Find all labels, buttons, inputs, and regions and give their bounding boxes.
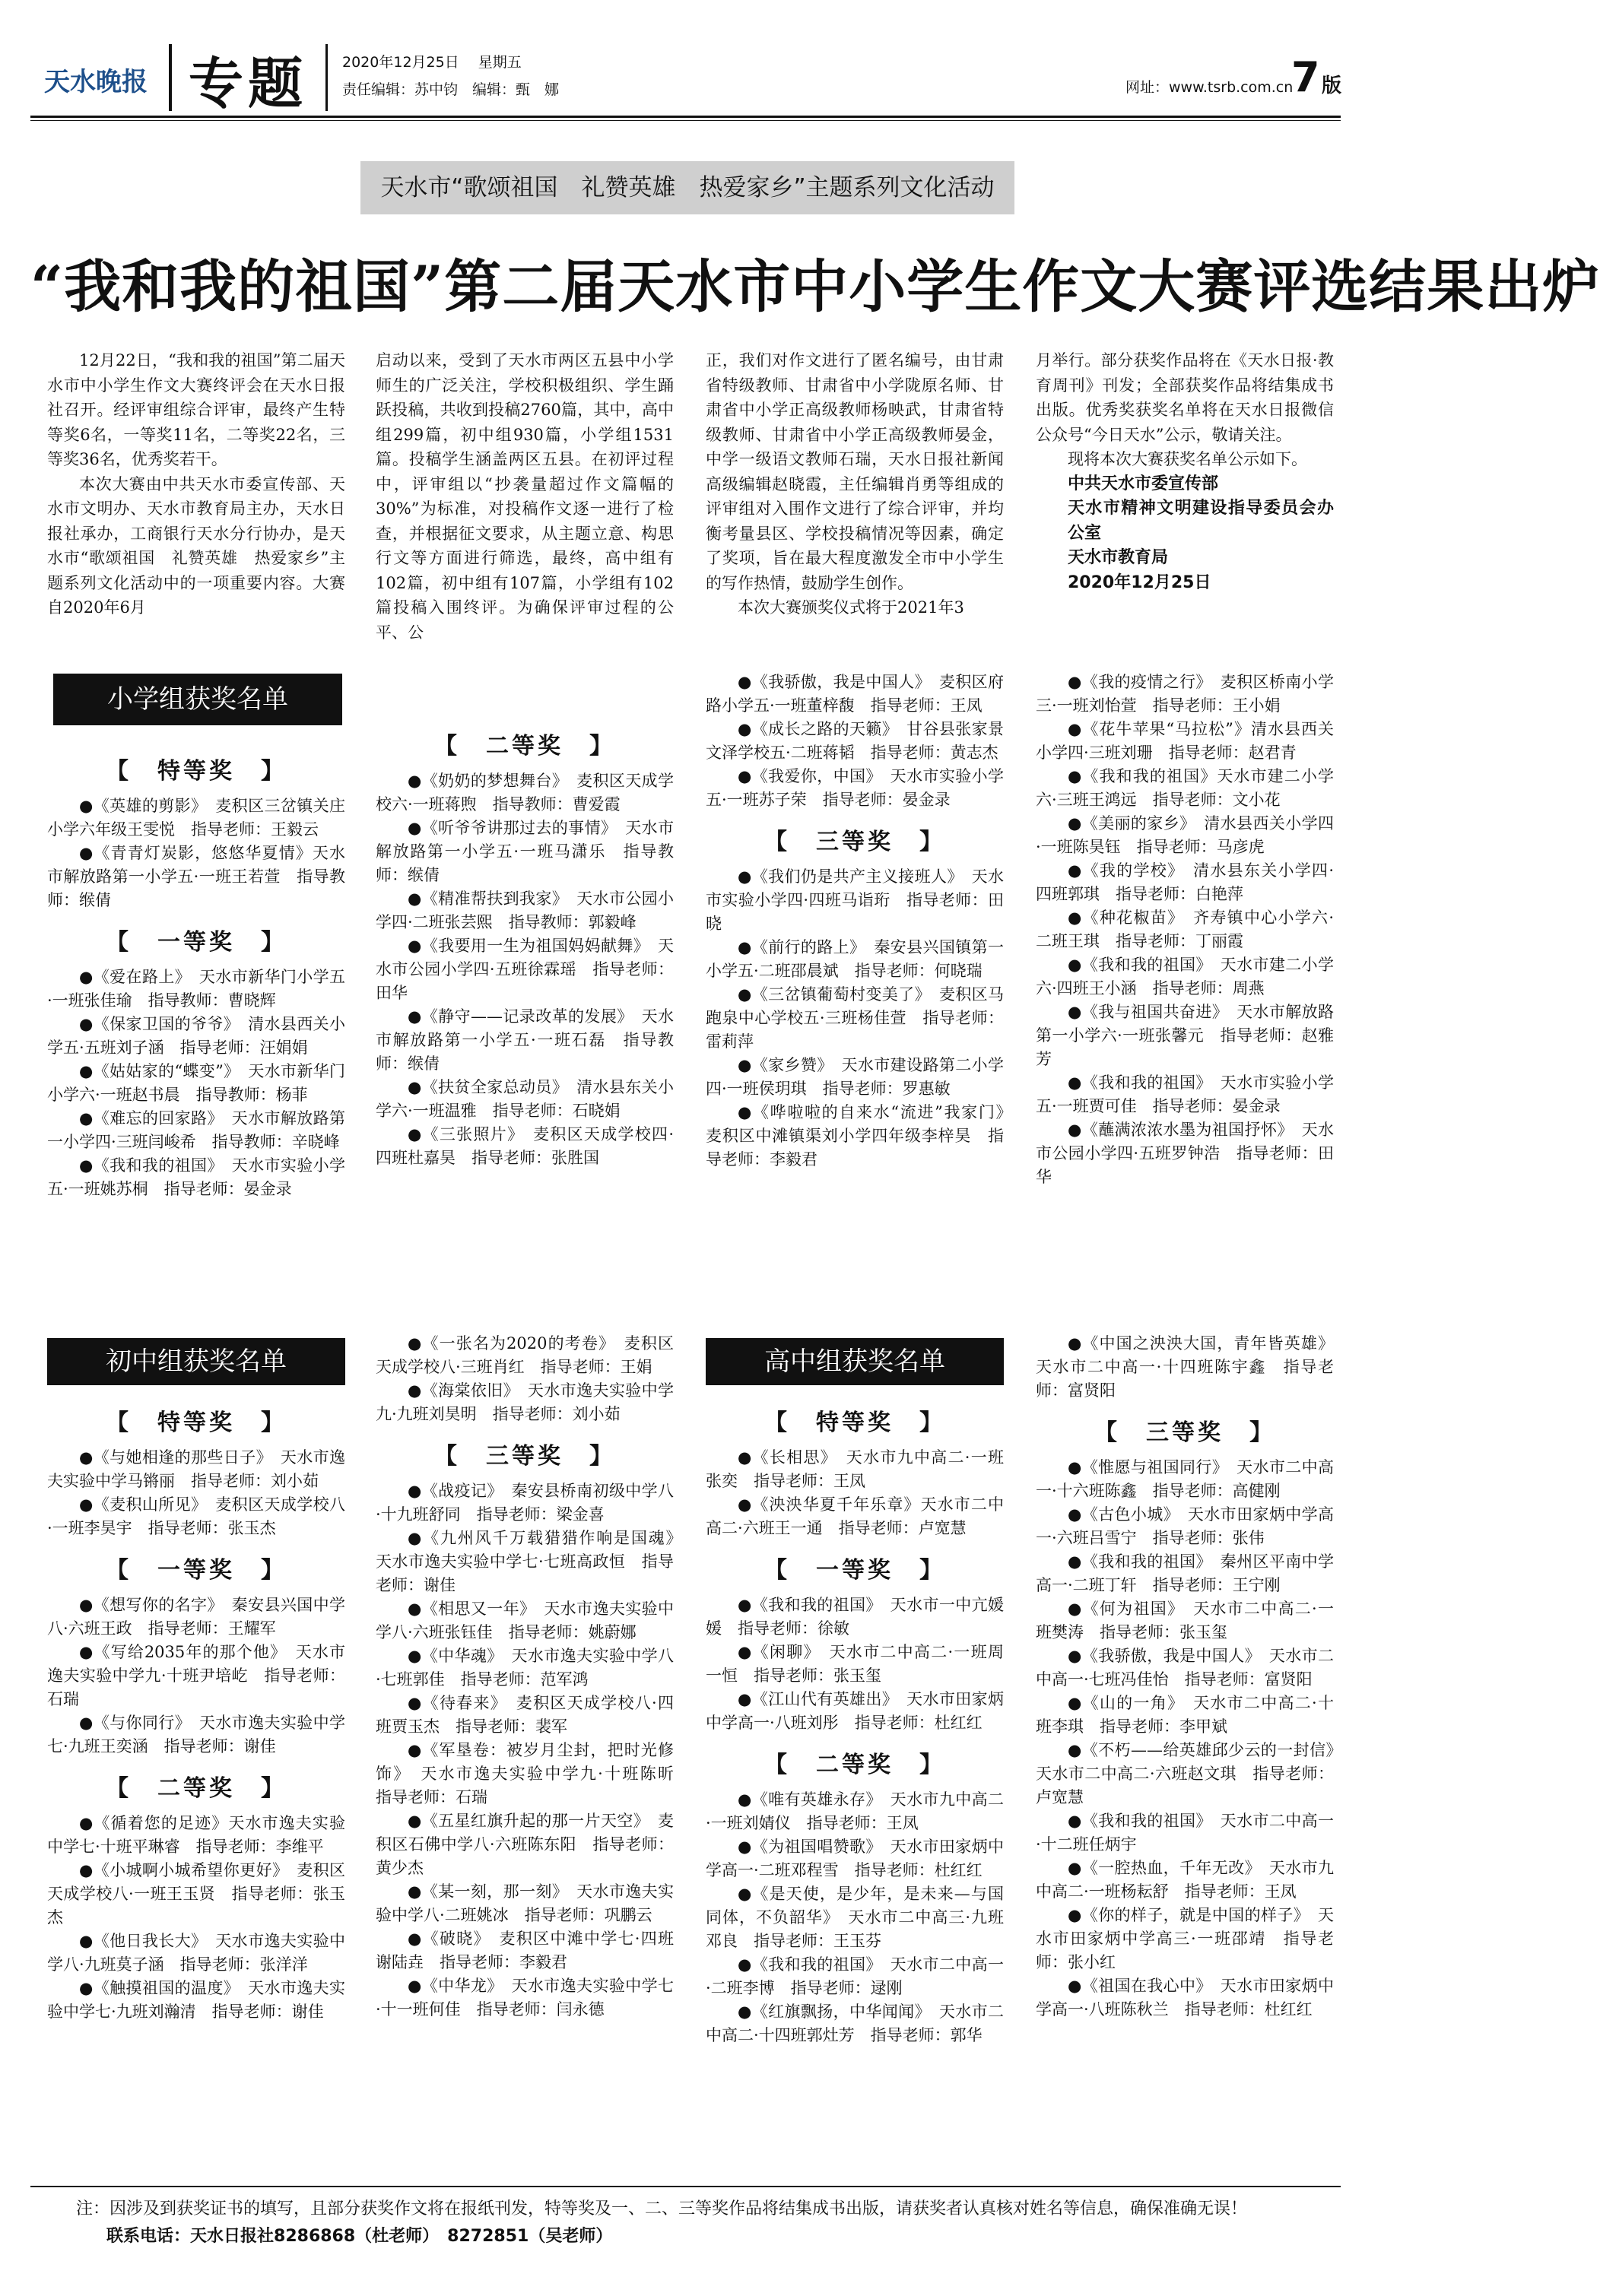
award-entry: ●《我要用一生为祖国妈妈献舞》 天水市公园小学四·五班徐霖瑶 指导老师：田华 xyxy=(376,937,674,1002)
award-entry: ●《中华魂》 天水市逸夫实验中学八·七班郭佳 指导老师：范军鸿 xyxy=(376,1647,674,1689)
award-entry: ●《是天使，是少年，是未来—与国同体，不负韶华》 天水市二中高三·九班邓良 指导老师：王玉芬 xyxy=(706,1885,1004,1950)
award-entry: ●《循着您的足迹》天水市逸夫实验中学七·十班平琳睿 指导老师：李维平 xyxy=(47,1814,345,1856)
event-banner: 天水市“歌颂祖国 礼赞英雄 热爱家乡”主题系列文化活动 xyxy=(360,161,1014,214)
award-entry: ●《青青灯炭影，悠悠华夏情》天水市解放路第一小学五·一班王若萱 指导教师：缑倩 xyxy=(47,844,345,909)
award-entry: ●《姑姑家的“蝶变”》 天水市新华门小学六·一班赵书晨 指导教师：杨菲 xyxy=(47,1062,345,1104)
award-entry: ●《家乡赞》 天水市建设路第二小学四·一班侯玥琪 指导老师：罗惠敏 xyxy=(706,1056,1004,1098)
award-entry: ●《泱泱华夏千年乐章》天水市二中高二·六班王一通 指导老师：卢宽慧 xyxy=(706,1495,1004,1537)
award-entry: ●《九州风千万载猎猎作响是国魂》 天水市逸夫实验中学七·七班高政恒 指导老师：谢佳 xyxy=(376,1529,690,1594)
website: 网址：www.tsrb.com.cn xyxy=(1125,79,1294,96)
primary-col-4 xyxy=(1036,671,1334,1189)
junior-col-2 xyxy=(376,1332,690,2022)
award-entry: ●《哗啦啦的自来水“流进”我家门》 麦积区中滩镇渠刘小学四年级李梓昊 指导老师：李毅君 xyxy=(706,1103,1020,1169)
award-entry: ●《不朽——给英雄邱少云的一封信》 天水市二中高二·六班赵文琪 指导老师：卢宽慧 xyxy=(1036,1741,1350,1806)
award-entry: ●《三张照片》 麦积区天成学校四·四班杜嘉昊 指导老师：张胜国 xyxy=(376,1125,674,1167)
award-entry: ●《惟愿与祖国同行》 天水市二中高一·十六班陈鑫 指导老师：高健刚 xyxy=(1036,1458,1334,1500)
signer: 天水市精神文明建设指导委员会办公室 xyxy=(1068,499,1334,543)
section-title: 专题 xyxy=(189,51,308,116)
contact-label: 联系电话： xyxy=(106,2227,191,2246)
signer: 天水市教育局 xyxy=(1068,548,1169,567)
award-entry: ●《扶贫全家总动员》 清水县东关小学六·一班温雅 指导老师：石晓娟 xyxy=(376,1078,674,1120)
junior-title-bar: 初中组获奖名单 xyxy=(47,1338,345,1385)
award-entry: ●《我和我的祖国》 天水市一中亢媛媛 指导老师：徐敏 xyxy=(706,1596,1004,1638)
award-entry: ●《麦积山所见》 麦积区天成学校八·一班李昊宇 指导老师：张玉杰 xyxy=(47,1495,345,1537)
signer-date: 2020年12月25日 xyxy=(1068,572,1211,592)
award-entry: ●《我的学校》 清水县东关小学四·四班郭琪 指导老师：白艳萍 xyxy=(1036,861,1334,903)
paper-name: 天水晚报 xyxy=(44,67,148,97)
award-entry: ●《美丽的家乡》 清水县西关小学四·一班陈昊钰 指导老师：马彦虎 xyxy=(1036,814,1334,856)
award-entry: ●《我骄傲，我是中国人》 天水市二中高一·七班冯佳怡 指导老师：富贤阳 xyxy=(1036,1647,1334,1689)
award-entry: ●《写给2035年的那个他》 天水市逸夫实验中学九·十班尹培屹 指导老师：石瑞 xyxy=(47,1643,345,1708)
signers xyxy=(1036,472,1334,596)
award-entry: ●《想写你的名字》 秦安县兴国中学八·六班王政 指导老师：王耀军 xyxy=(47,1596,345,1638)
award-entry: ●《江山代有英雄出》 天水市田家炳中学高一·八班刘彤 指导老师：杜红红 xyxy=(706,1690,1004,1732)
masthead-divider xyxy=(169,44,172,111)
article-paragraph: 现将本次大赛获奖名单公示如下。 xyxy=(1068,450,1307,468)
award-entry: ●《唯有英雄永存》 天水市九中高二·一班刘婧仪 指导老师：王凤 xyxy=(706,1790,1004,1832)
page-number: 7 xyxy=(1291,53,1320,101)
primary-col-1 xyxy=(47,741,345,1201)
award-entry: ●《小城啊小城希望你更好》 麦积区天成学校八·一班王玉贤 指导老师：张玉杰 xyxy=(47,1861,345,1927)
senior-col-1 xyxy=(706,1393,1004,2047)
award-entry: ●《战疫记》 秦安县桥南初级中学八·十九班舒同 指导老师：梁金喜 xyxy=(376,1482,674,1524)
senior-title-bar: 高中组获奖名单 xyxy=(706,1338,1004,1385)
article-paragraph: 本次大赛颁奖仪式将于2021年3 xyxy=(738,598,964,617)
award-entry: ●《种花椒苗》 齐寿镇中心小学六·二班王琪 指导老师：丁丽霞 xyxy=(1036,909,1334,950)
footer-notice: 注：因涉及到获奖证书的填写，且部分获奖作文将在报纸刊发，特等奖及一、二、三等奖作品将结集成书出版，请获奖者认真核对姓名等信息，确保准确无误！ xyxy=(76,2199,1248,2218)
award-entry: ●《难忘的回家路》 天水市解放路第一小学四·三班闫峻希 指导教师：辛晓峰 xyxy=(47,1109,345,1151)
award-entry: ●《前行的路上》 秦安县兴国镇第一小学五·二班邵晨斌 指导老师：何晓瑞 xyxy=(706,938,1004,980)
contact-line xyxy=(30,2223,1341,2250)
award-heading: 【 二等奖 】 xyxy=(764,1752,945,1778)
award-heading: 【 特等奖 】 xyxy=(106,758,287,785)
award-heading: 【 三等奖 】 xyxy=(1094,1419,1275,1446)
article-paragraph: 启动以来，受到了天水市两区五县中小学师生的广泛关注，学校积极组织、学生踊跃投稿，共收到投稿2760篇，其中，高中组299篇，初中组930篇，小学组1531篇。投稿学生涵盖两区五县。在初评过程中，评审组以“抄袭量超过作文篇幅的30%”为标准，对投稿作文逐一进行了检查，并根据征文要求，从主题立意、构思行文等方面进行筛选，最终，高中组有102篇，初中组有107篇，小学组有102篇投稿入围终评。为确保评审过程的公平、公 xyxy=(376,351,674,642)
award-entry: ●《你的样子，就是中国的样子》 天水市田家炳中学高三·一班邵靖 指导老师：张小红 xyxy=(1036,1906,1334,1971)
award-heading: 【 一等奖 】 xyxy=(106,929,287,956)
award-entry: ●《古色小城》 天水市田家炳中学高一·六班吕雪宁 指导老师：张伟 xyxy=(1036,1505,1334,1547)
award-entry: ●《爱在路上》 天水市新华门小学五·一班张佳瑜 指导教师：曹晓辉 xyxy=(47,968,345,1010)
footer-note xyxy=(30,2196,1341,2250)
header-rule xyxy=(30,116,1341,118)
footer-rule xyxy=(30,2186,1341,2187)
page-suffix: 版 xyxy=(1322,75,1342,97)
headline: “我和我的祖国”第二届天水市中小学生作文大赛评选结果出炉 xyxy=(30,253,1600,320)
award-heading: 【 二等奖 】 xyxy=(106,1775,287,1802)
award-entry: ●《我骄傲，我是中国人》 麦积区府路小学五·一班董梓馥 指导老师：王凤 xyxy=(706,673,1004,715)
intro-col-3 xyxy=(706,348,1004,620)
award-entry: ●《我和我的祖国》 天水市二中高一·十二班任炳宇 xyxy=(1036,1812,1334,1854)
junior-col-1 xyxy=(47,1393,345,2024)
masthead-info xyxy=(342,49,559,103)
award-entry: ●《山的一角》 天水市二中高二·十班李琪 指导老师：李甲斌 xyxy=(1036,1694,1334,1736)
award-entry: ●《海棠依旧》 天水市逸夫实验中学九·九班刘昊明 指导老师：刘小茹 xyxy=(376,1381,674,1423)
award-entry: ●《为祖国唱赞歌》 天水市田家炳中学高一·二班邓程雪 指导老师：杜红红 xyxy=(706,1838,1004,1879)
article-paragraph: 12月22日，“我和我的祖国”第二届天水市中小学生作文大赛终评会在天水日报社召开。经评审组综合评审，最终产生特等奖6名，一等奖11名，二等奖22名，三等奖36名，优秀奖若干。 xyxy=(47,351,345,468)
senior-col-2 xyxy=(1036,1332,1350,2022)
award-entry: ●《我的疫情之行》 麦积区桥南小学三·一班刘怡萱 指导老师：王小娟 xyxy=(1036,673,1334,715)
award-entry: ●《中国之泱泱大国，青年皆英雄》天水市二中高一·十四班陈宇鑫 指导老师：富贤阳 xyxy=(1036,1334,1334,1400)
award-entry: ●《奶奶的梦想舞台》 麦积区天成学校六·一班蒋煦 指导教师：曹爱霞 xyxy=(376,772,674,813)
intro-col-4 xyxy=(1036,348,1334,595)
award-entry: ●《保家卫国的爷爷》 清水县西关小学五·五班刘子涵 指导老师：汪娟娟 xyxy=(47,1015,345,1057)
award-entry: ●《我和我的祖国》 天水市二中高一·二班李博 指导老师：逯刚 xyxy=(706,1955,1004,1997)
award-heading: 【 二等奖 】 xyxy=(434,733,615,760)
award-entry: ●《五星红旗升起的那一片天空》 麦积区石佛中学八·六班陈东阳 指导老师：黄少杰 xyxy=(376,1812,674,1877)
award-entry: ●《触摸祖国的温度》 天水市逸夫实验中学七·九班刘瀚清 指导老师：谢佳 xyxy=(47,1979,345,2021)
award-entry: ●《我和我的祖国》 天水市实验小学五·一班姚苏桐 指导老师：晏金录 xyxy=(47,1156,345,1198)
article-paragraph: 本次大赛由中共天水市委宣传部、天水市文明办、天水市教育局主办，天水日报社承办，工商银行天水分行协办，是天水市“歌颂祖国 礼赞英雄 热爱家乡”主题系列文化活动中的一项重要内容。大赛自2020年6月 xyxy=(47,474,345,617)
award-heading: 【 三等奖 】 xyxy=(434,1443,615,1470)
award-entry: ●《待春来》 麦积区天成学校八·四班贾玉杰 指导老师：裴军 xyxy=(376,1694,674,1736)
primary-title-bar: 小学组获奖名单 xyxy=(53,674,342,725)
award-entry: ●《我与祖国共奋进》 天水市解放路第一小学六·一班张馨元 指导老师：赵雅芳 xyxy=(1036,1003,1334,1068)
intro-col-1 xyxy=(47,348,345,620)
award-entry: ●《精准帮扶到我家》 天水市公园小学四·二班张芸熙 指导教师：郭毅峰 xyxy=(376,890,674,931)
header-rule xyxy=(30,120,1341,121)
masthead-divider xyxy=(325,44,328,111)
award-entry: ●《长相思》 天水市九中高二·一班张奕 指导老师：王凤 xyxy=(706,1448,1004,1490)
intro-col-2 xyxy=(376,348,674,645)
award-entry: ●《我和我的祖国》 秦州区平南中学高一·二班丁轩 指导老师：王宁刚 xyxy=(1036,1552,1334,1594)
award-entry: ●《一腔热血，千年无改》 天水市九中高二·一班杨耘舒 指导老师：王凤 xyxy=(1036,1859,1334,1901)
award-entry: ●《英雄的剪影》 麦积区三岔镇关庄小学六年级王雯悦 指导老师：王毅云 xyxy=(47,797,345,839)
award-entry: ●《祖国在我心中》 天水市田家炳中学高一·八班陈秋兰 指导老师：杜红红 xyxy=(1036,1977,1334,2019)
award-entry: ●《与你同行》 天水市逸夫实验中学七·九班王奕涵 指导老师：谢佳 xyxy=(47,1714,345,1755)
editor-line: 责任编辑：苏中钧 编辑：甄 娜 xyxy=(342,81,560,98)
article-paragraph: 正，我们对作文进行了匿名编号，由甘肃省特级教师、甘肃省中小学陇原名师、甘肃省中小学正高级教师杨映武，甘肃省特级教师、甘肃省中小学正高级教师晏金，中学一级语文教师石瑞，天水日报社新闻高级编辑赵晓霞，主任编辑肖勇等组成的评审组对入围作文进行了综合评审，并均衡考量县区、学校投稿情况等因素，确定了奖项，旨在最大程度激发全市中小学生的写作热情，鼓励学生创作。 xyxy=(706,351,1004,592)
award-entry: ●《蘸满浓浓水墨为祖国抒怀》 天水市公园小学四·五班罗钟浩 指导老师：田华 xyxy=(1036,1121,1334,1186)
award-entry: ●《一张名为2020的考卷》 麦积区天成学校八·三班肖红 指导老师：王娟 xyxy=(376,1334,674,1376)
date-line: 2020年12月25日 星期五 xyxy=(342,54,522,71)
award-entry: ●《破晓》 麦积区中滩中学七·四班谢陆垚 指导老师：李毅君 xyxy=(376,1930,674,1971)
award-entry: ●《红旗飘扬，中华闻闻》 天水市二中高二·十四班郭灶芳 指导老师：郭华 xyxy=(706,2003,1004,2044)
article-paragraph: 月举行。部分获奖作品将在《天水日报·教育周刊》刊发；全部获奖作品将结集成书出版。优秀奖获奖名单将在天水日报微信公众号“今日天水”公示，敬请关注。 xyxy=(1036,351,1334,444)
award-entry: ●《我们仍是共产主义接班人》 天水市实验小学四·四班马诣珩 指导老师：田晓 xyxy=(706,867,1004,933)
award-entry: ●《何为祖国》 天水市二中高二·一班樊涛 指导老师：张玉玺 xyxy=(1036,1600,1334,1641)
award-entry: ●《我和我的祖国》天水市建二小学六·三班王鸿远 指导老师：文小花 xyxy=(1036,767,1334,809)
award-heading: 【 特等奖 】 xyxy=(764,1410,945,1436)
award-entry: ●《相思又一年》 天水市逸夫实验中学八·六班张钰佳 指导老师：姚蔚娜 xyxy=(376,1600,674,1641)
primary-col-3 xyxy=(706,671,1020,1172)
award-heading: 【 一等奖 】 xyxy=(764,1557,945,1584)
award-entry: ●《闲聊》 天水市二中高二·一班周一恒 指导老师：张玉玺 xyxy=(706,1643,1004,1685)
award-entry: ●《他日我长大》 天水市逸夫实验中学八·九班莫子涵 指导老师：张洋洋 xyxy=(47,1932,345,1974)
award-entry: ●《花牛苹果“马拉松”》清水县西关小学四·三班刘珊 指导老师：赵君青 xyxy=(1036,720,1334,762)
primary-col-2 xyxy=(376,671,674,1170)
award-heading: 【 特等奖 】 xyxy=(106,1410,287,1436)
award-entry: ●《军垦卷：被岁月尘封，把时光修饰》 天水市逸夫实验中学九·十班陈昕 指导老师：石瑞 xyxy=(376,1741,690,1806)
award-entry: ●《听爷爷讲那过去的事情》 天水市解放路第一小学五·一班马潇乐 指导教师：缑倩 xyxy=(376,819,674,884)
award-entry: ●《静守——记录改革的发展》 天水市解放路第一小学五·一班石磊 指导教师：缑倩 xyxy=(376,1007,674,1073)
award-entry: ●《三岔镇葡萄村变美了》 麦积区马跑泉中心学校五·三班杨佳萱 指导老师：雷莉萍 xyxy=(706,985,1004,1051)
award-entry: ●《中华龙》 天水市逸夫实验中学七·十一班何佳 指导老师：闫永德 xyxy=(376,1977,674,2019)
signer: 中共天水市委宣传部 xyxy=(1068,474,1219,493)
contact-phones: 天水日报社8286868（杜老师） 8272851（吴老师） xyxy=(190,2227,613,2246)
award-heading: 【 三等奖 】 xyxy=(764,829,945,855)
award-heading: 【 一等奖 】 xyxy=(106,1557,287,1584)
award-entry: ●《某一刻，那一刻》 天水市逸夫实验中学八·二班姚冰 指导老师：巩鹏云 xyxy=(376,1882,674,1924)
award-entry: ●《我和我的祖国》 天水市建二小学六·四班王小涵 指导老师：周燕 xyxy=(1036,956,1334,997)
award-entry: ●《与她相逢的那些日子》 天水市逸夫实验中学马锵丽 指导老师：刘小茹 xyxy=(47,1448,345,1490)
award-entry: ●《我和我的祖国》 天水市实验小学五·一班贾可佳 指导老师：晏金录 xyxy=(1036,1073,1334,1115)
award-entry: ●《我爱你，中国》 天水市实验小学五·一班苏子荣 指导老师：晏金录 xyxy=(706,767,1004,809)
award-entry: ●《成长之路的天籁》 甘谷县张家景文泽学校五·二班蒋韬 指导老师：黄志杰 xyxy=(706,720,1004,762)
